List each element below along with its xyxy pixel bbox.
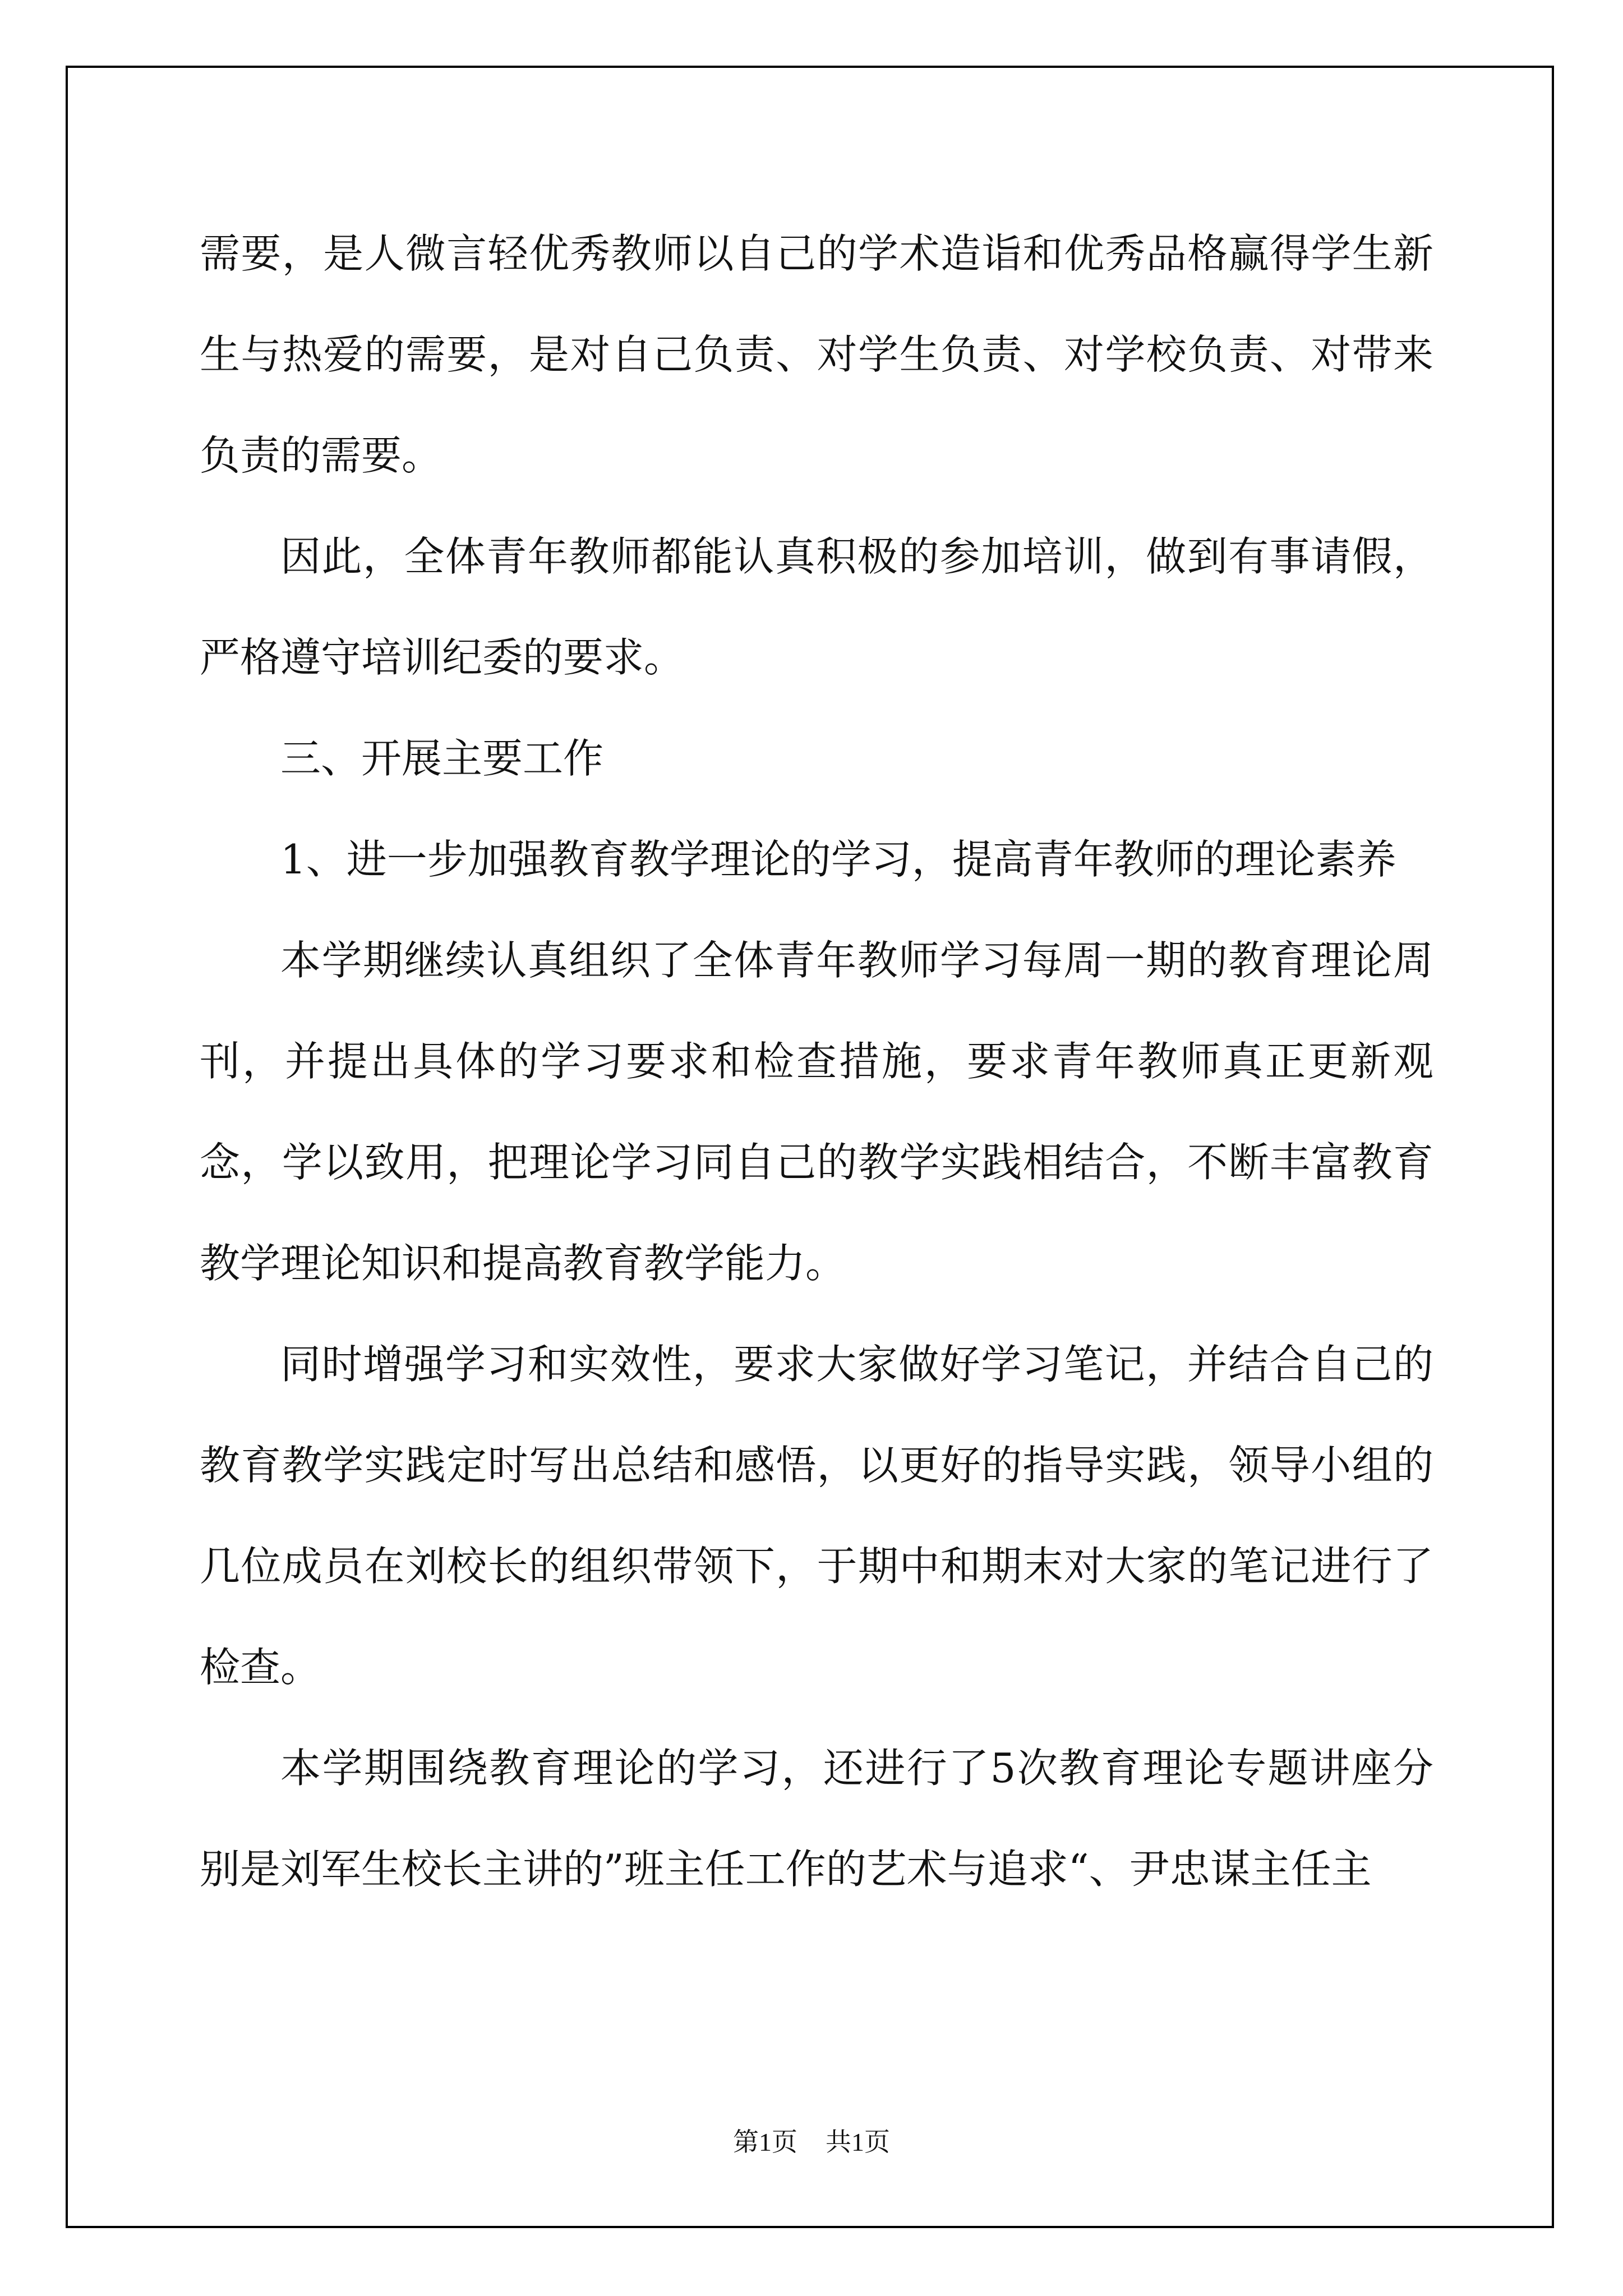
paragraph-2: 因此，全体青年教师都能认真积极的参加培训，做到有事请假，严格遵守培训纪委的要求。: [200, 533, 1433, 681]
subsection-heading: 1、进一步加强教育教学理论的学习，提高青年教师的理论素养: [280, 836, 1396, 883]
page-number-total: 共1页: [826, 2128, 890, 2156]
paragraph-6: 同时增强学习和实效性，要求大家做好学习笔记，并结合自己的教育教学实践定时写出总结和感悟，以更好的指导实践，领导小组的几位成员在刘校长的组织带领下，于期中和期末对大家的笔记进行了检查。: [200, 1341, 1433, 1691]
page-footer: [0, 2122, 1623, 2159]
section-heading: 三、开展主要工作: [280, 735, 604, 782]
paragraph-5: 本学期继续认真组织了全体青年教师学习每周一期的教育理论周刊，并提出具体的学习要求和检查措施，要求青年教师真正更新观念，学以致用，把理论学习同自己的教学实践相结合，不断丰富教育教学理论知识和提高教育教学能力。: [200, 937, 1433, 1287]
paragraph-7: 本学期围绕教育理论的学习，还进行了5次教育理论专题讲座分别是刘军生校长主讲的”班主任工作的艺术与追求“、尹忠谋主任主: [200, 1745, 1433, 1893]
document-body: [200, 203, 1433, 1920]
paragraph-1: 需要，是人微言轻优秀教师以自己的学术造诣和优秀品格赢得学生新生与热爱的需要，是对自己负责、对学生负责、对学校负责、对带来负责的需要。: [200, 230, 1433, 479]
page-number-current: 第1页: [733, 2128, 797, 2156]
